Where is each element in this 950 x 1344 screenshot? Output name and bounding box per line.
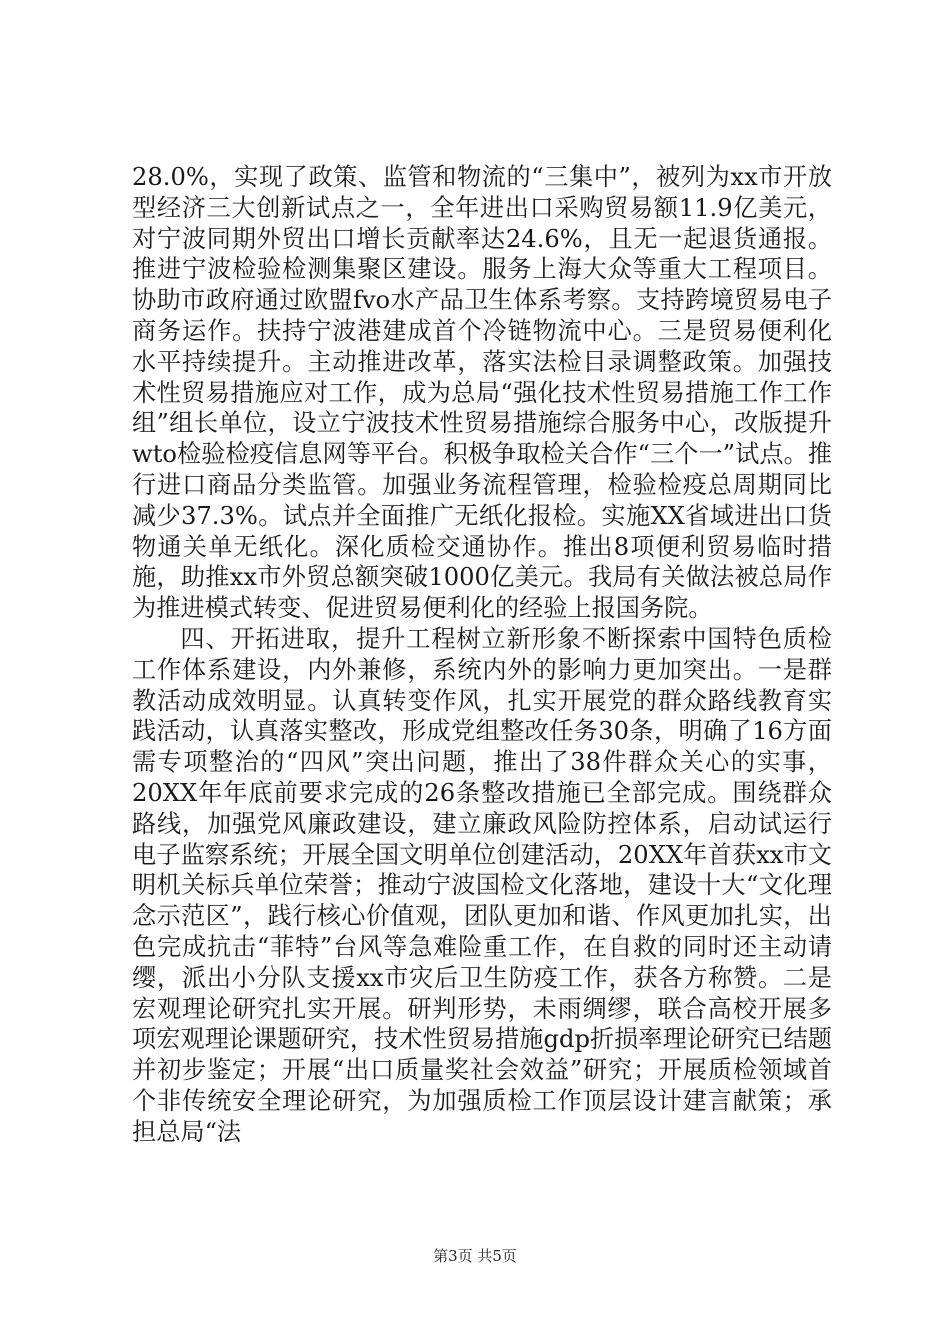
paragraph-continuation: 28.0%，实现了政策、监管和物流的“三集中”，被列为xx市开放型经济三大创新试点之一，全年进出口采购贸易额11.9亿美元，对宁波同期外贸出口增长贡献率达24.6%，且无一起退货通报。推进宁波检验检测集聚区建设。服务上海大众等重大工程项目。协助市政府通过欧盟fvo水产品卫生体系考察。支持跨境贸易电子商务运作。扶持宁波港建成首个冷链物流中心。三是贸易便利化水平持续提升。主动推进改革，落实法检目录调整政策。加强技术性贸易措施应对工作，成为总局“强化技术性贸易措施工作工作组”组长单位，设立宁波技术性贸易措施综合服务中心，改版提升wto检验检疫信息网等平台。积极争取检关合作“三个一”试点。推行进口商品分类监管。加强业务流程管理，检验检疫总周期同比减少37.3%。试点并全面推广无纸化报检。实施XX省域进出口货物通关单无纸化。深化质检交通协作。推出8项便利贸易临时措施，助推xx市外贸总额突破1000亿美元。我局有关做法被总局作为推进模式转变、促进贸易便利化的经验上报国务院。 bbox=[132, 163, 832, 623]
page-number: 第3页 共5页 bbox=[433, 1247, 517, 1265]
document-body bbox=[132, 162, 832, 1148]
paragraph-section-four: 四、开拓进取，提升工程树立新形象不断探索中国特色质检工作体系建设，内外兼修，系统内外的影响力更加突出。一是群教活动成效明显。认真转变作风，扎实开展党的群众路线教育实践活动，认真落实整改，形成党组整改任务30条，明确了16方面需专项整治的“四风”突出问题，推出了38件群众关心的实事，20XX年年底前要求完成的26条整改措施已全部完成。围绕群众路线，加强党风廉政建设，建立廉政风险防控体系，启动试运行电子监察系统；开展全国文明单位创建活动，20XX年首获xx市文明机关标兵单位荣誉；推动宁波国检文化落地，建设十大“文化理念示范区”，践行核心价值观，团队更加和谐、作风更加扎实，出色完成抗击“菲特”台风等急难险重工作，在自救的同时还主动请缨，派出小分队支援xx市灾后卫生防疫工作，获各方称赞。二是宏观理论研究扎实开展。研判形势，未雨绸缪，联合高校开展多项宏观理论课题研究，技术性贸易措施gdp折损率理论研究已结题并初步鉴定；开展“出口质量奖社会效益”研究；开展质检领域首个非传统安全理论研究，为加强质检工作顶层设计建言献策；承担总局“法 bbox=[132, 624, 832, 1146]
